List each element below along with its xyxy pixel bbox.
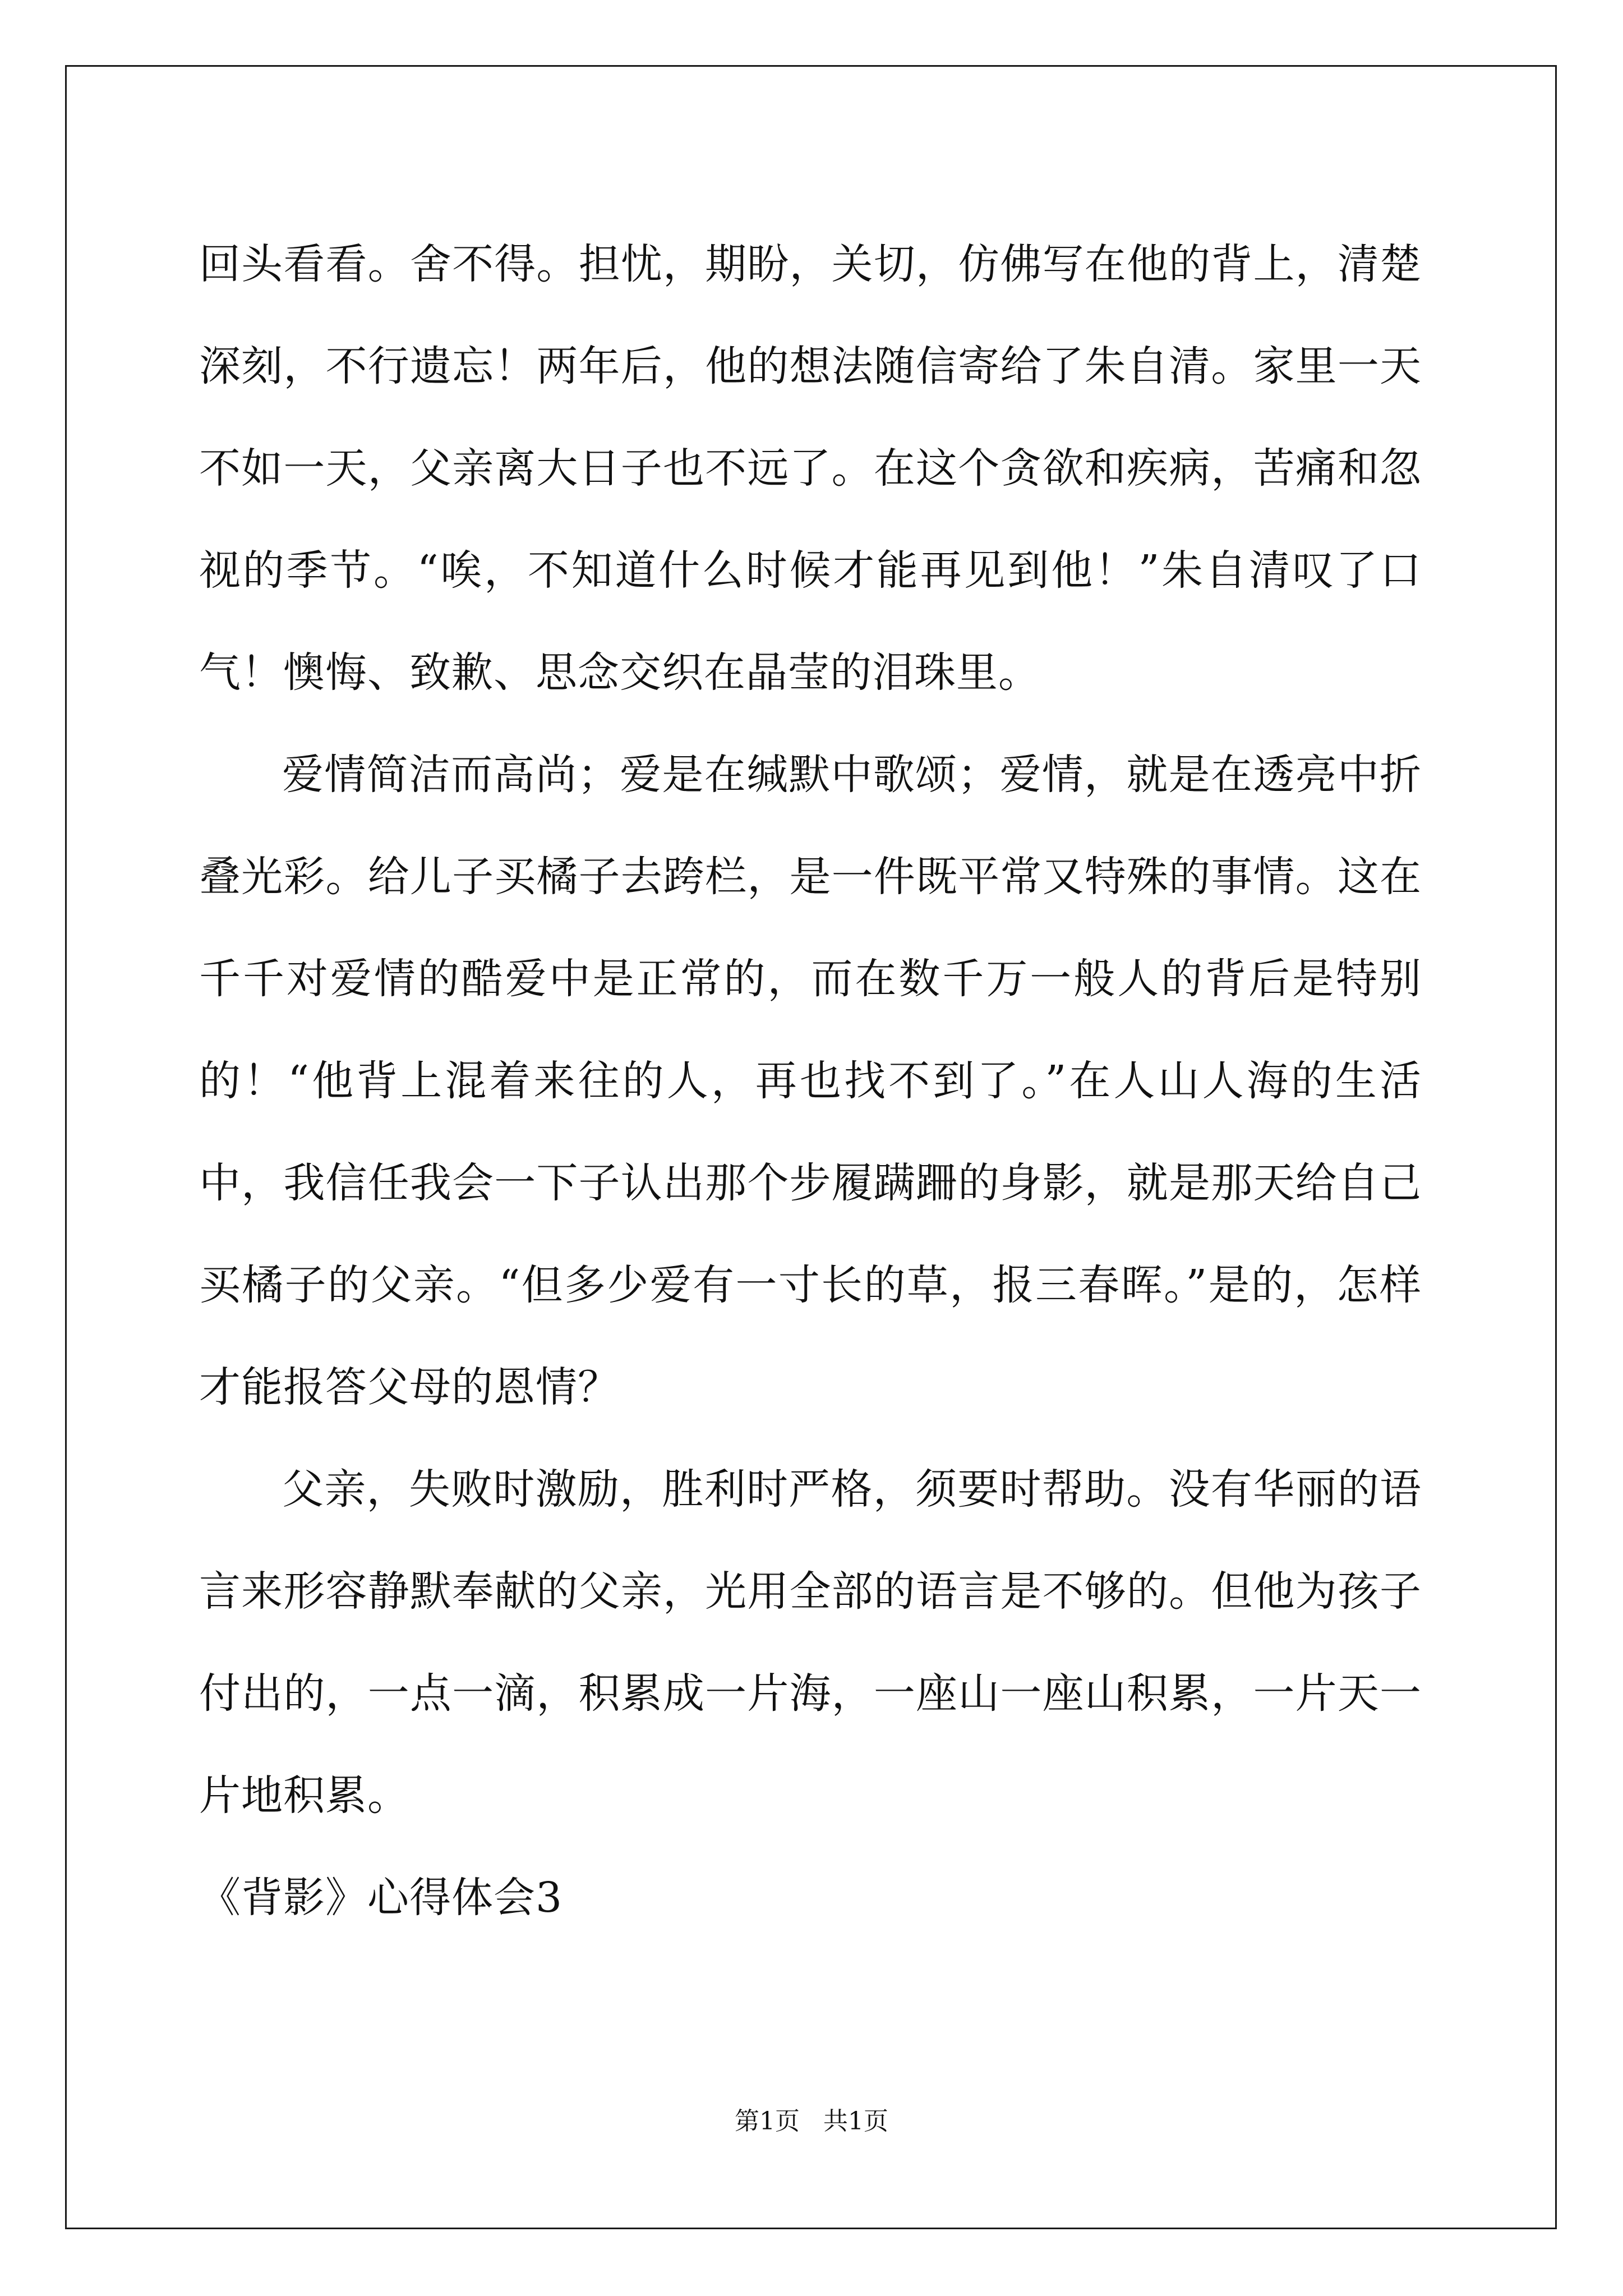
document-body: [199, 213, 1422, 1949]
paragraph-3: 父亲，失败时激励，胜利时严格，须要时帮助。没有华丽的语言来形容静默奉献的父亲，光用全部的语言是不够的。但他为孩子付出的，一点一滴，积累成一片海，一座山一座山积累，一片天一片地积累。: [199, 1465, 1422, 1820]
paragraph-2: 爱情简洁而高尚；爱是在缄默中歌颂；爱情，就是在透亮中折叠光彩。给儿子买橘子去跨栏，是一件既平常又特殊的事情。这在千千对爱情的酷爱中是正常的，而在数千万一般人的背后是特别的！“他背上混着来往的人，再也找不到了。”在人山人海的生活中，我信任我会一下子认出那个步履蹒跚的身影，就是那天给自己买橘子的父亲。“但多少爱有一寸长的草，报三春晖。”是的，怎样才能报答父母的恩情？: [199, 751, 1422, 1411]
page-footer: 第1页 共1页: [735, 2107, 888, 2136]
section-heading: 《背影》心得体会3: [199, 1874, 563, 1922]
paragraph-1: 回头看看。舍不得。担忧，期盼，关切，仿佛写在他的背上，清楚深刻，不行遗忘！两年后，他的想法随信寄给了朱自清。家里一天不如一天，父亲离大日子也不远了。在这个贪欲和疾病，苦痛和忽视的季节。“唉，不知道什么时候才能再见到他！”朱自清叹了口气！懊悔、致歉、思念交织在晶莹的泪珠里。: [199, 240, 1422, 697]
